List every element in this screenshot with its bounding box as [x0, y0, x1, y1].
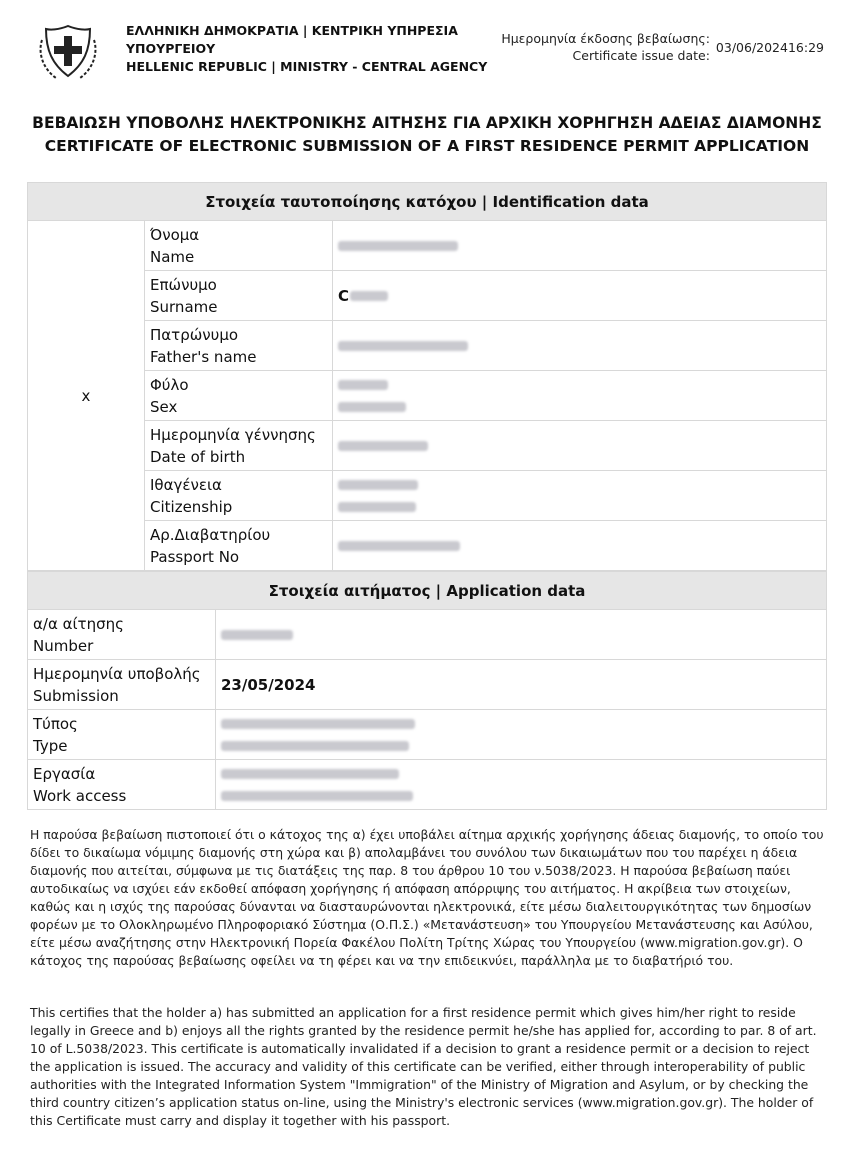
table-row — [28, 610, 827, 660]
agency-line-3: HELLENIC REPUBLIC | MINISTRY - CENTRAL AGENCY — [126, 59, 488, 74]
value-submission-date: 23/05/2024 — [216, 660, 827, 710]
label-citizenship: Ιθαγένεια Citizenship — [145, 471, 333, 521]
label-date-of-birth: Ημερομηνία γέννησης Date of birth — [145, 421, 333, 471]
issue-date-value: 03/06/202416:29 — [715, 39, 824, 55]
agency-line-2: ΥΠΟΥΡΓΕΙΟΥ — [126, 41, 216, 56]
photo-placeholder: x — [28, 221, 145, 571]
document-header — [0, 0, 854, 100]
value-fathers-name — [333, 321, 827, 371]
issue-date-label — [501, 30, 710, 64]
issue-date-label-gr: Ημερομηνία έκδοσης βεβαίωσης: — [501, 31, 710, 46]
value-type — [216, 710, 827, 760]
value-name — [333, 221, 827, 271]
label-fathers-name: Πατρώνυμο Father's name — [145, 321, 333, 371]
identification-table — [27, 182, 827, 571]
label-name: Όνομα Name — [145, 221, 333, 271]
greek-coat-of-arms-icon — [36, 20, 100, 84]
value-date-of-birth — [333, 421, 827, 471]
label-surname: Επώνυμο Surname — [145, 271, 333, 321]
label-application-number: α/α αίτησης Number — [28, 610, 216, 660]
value-citizenship — [333, 471, 827, 521]
table-row — [28, 471, 827, 521]
label-work-access: Εργασία Work access — [28, 760, 216, 810]
table-row — [28, 710, 827, 760]
application-table — [27, 571, 827, 810]
table-row — [28, 371, 827, 421]
document-title — [0, 112, 854, 158]
value-passport-no — [333, 521, 827, 571]
table-row — [28, 321, 827, 371]
identification-heading: Στοιχεία ταυτοποίησης κατόχου | Identification data — [28, 183, 827, 221]
table-row — [28, 660, 827, 710]
agency-line-1: ΕΛΛΗΝΙΚΗ ΔΗΜΟΚΡΑΤΙΑ | ΚΕΝΤΡΙΚΗ ΥΠΗΡΕΣΙΑ — [126, 23, 458, 38]
label-type: Τύπος Type — [28, 710, 216, 760]
issue-date-label-en: Certificate issue date: — [572, 48, 710, 63]
agency-name — [126, 22, 487, 76]
value-sex — [333, 371, 827, 421]
title-english: CERTIFICATE OF ELECTRONIC SUBMISSION OF A FIRST RESIDENCE PERMIT APPLICATION — [44, 137, 810, 155]
table-row — [28, 421, 827, 471]
value-work-access — [216, 760, 827, 810]
table-row — [28, 271, 827, 321]
label-passport-no: Αρ.Διαβατηρίου Passport No — [145, 521, 333, 571]
value-surname: C — [333, 271, 827, 321]
title-greek: ΒΕΒΑΙΩΣΗ ΥΠΟΒΟΛΗΣ ΗΛΕΚΤΡΟΝΙΚΗΣ ΑΙΤΗΣΗΣ ΓΙΑ ΑΡΧΙΚΗ ΧΟΡΗΓΗΣΗ ΑΔΕΙΑΣ ΔΙΑΜΟΝΗΣ — [32, 114, 822, 132]
label-sex: Φύλο Sex — [145, 371, 333, 421]
table-row — [28, 521, 827, 571]
issue-date-block — [501, 30, 824, 64]
certification-text-english: This certifies that the holder a) has submitted an application for a first residence permit which gives him/her right to reside legally in Greece and b) enjoys all the rights granted by the residence permit he/she has applied for, according to par. 8 of art. 10 of L.5038/2023. This certificate is automatically invalidated if a decision to grant a residence permit or a decision to reject the application is issued. The accuracy and validity of this certificate can be verified, either through interoperability of public authorities with the Integrated Information System "Immigration" of the Ministry of Migration and Asylum, or by checking the third country citizen’s application status on-line, using the Ministry's electronic services (www.migration.gov.gr). The holder of this Certificate must carry and display it together with his passport. — [30, 1005, 817, 1128]
table-row — [28, 760, 827, 810]
value-application-number — [216, 610, 827, 660]
application-heading: Στοιχεία αιτήματος | Application data — [28, 572, 827, 610]
certification-text-greek: Η παρούσα βεβαίωση πιστοποιεί ότι ο κάτοχος της α) έχει υποβάλει αίτημα αρχικής χορήγησης άδειας διαμονής, το οποίο του δίδει το δικαίωμα νόμιμης διαμονής στη χώρα και β) απολαμβάνει του συνόλου των δικαιωμάτων που του παρέχει η άδεια διαμονής που αιτείται, σύμφωνα με τις διατάξεις της παρ. 8 του άρθρου 10 του ν.5038/2023. Η παρούσα βεβαίωση παύει αυτοδικαίως να ισχύει εάν εκδοθεί απόφαση χορήγησης ή απόφαση απόρριψης του αιτήματος. Η ακρίβεια των στοιχείων, καθώς και η ισχύς της παρούσας δύνανται να διασταυρώνονται ηλεκτρονικά, είτε μέσω διαλειτουργικότητας των δημοσίων φορέων με το Ολοκληρωμένο Πληροφοριακό Σύστημα (Ο.Π.Σ.) «Μετανάστευση» του Υπουργείου Μετανάστευσης και Ασύλου, είτε μέσω αναζήτησης στην Ηλεκτρονική Πορεία Φακέλου Πολίτη Τρίτης Χώρας του Υπουργείου (www.migration.gov.gr). Ο κάτοχος της παρούσας βεβαίωσης οφείλει να τη φέρει και να την επιδεικνύει, παράλληλα με το διαβατήριό του. — [30, 827, 824, 968]
table-row — [28, 221, 827, 271]
label-submission-date: Ημερομηνία υποβολής Submission — [28, 660, 216, 710]
